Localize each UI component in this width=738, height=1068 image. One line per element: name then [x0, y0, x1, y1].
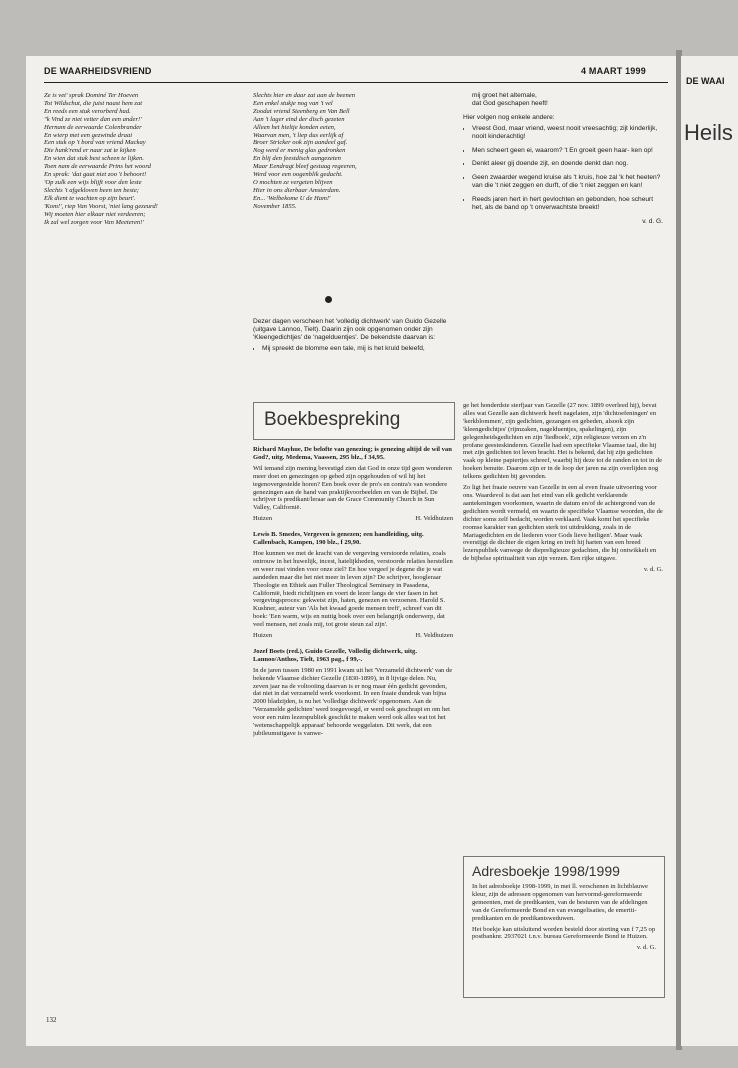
right-page — [681, 56, 738, 1046]
poem-line: Elk dient te wachten op zijn beurt'. — [44, 194, 136, 202]
poem-line: En wierp met een gezwinde draai — [44, 131, 133, 139]
poem-line: "k Vind ze niet vetter dan een ander!' — [44, 115, 142, 123]
poem-line: Die hunk'rend er naar zat te kijken — [44, 147, 136, 155]
right-page-title: Heils — [684, 120, 733, 145]
poem-line: November 1855. — [253, 202, 297, 210]
gezelle-verse: • Geen zwaarder wegend kruise als 't kruis, hoe zal 'k het heeten? van die 't niet zeggen en durft, of die 't niet zeggen en kan! — [472, 174, 663, 190]
poem-line: En... 'Welbekome U de Ham!' — [253, 194, 331, 202]
poem-line: Ik zal wel zorgen voor Van Meeteren!' — [44, 218, 144, 226]
verse-line: dat God geschapen heeft! — [472, 99, 548, 107]
review-signature: v. d. G. — [643, 566, 663, 574]
poem-line: Slechts hier en daar zat aan de beenen — [253, 92, 355, 99]
gezelle-intro — [253, 318, 453, 378]
review-reference: Jozef Boets (red.), Guido Gezelle, Volledig dichtwerk, uitg. Lannoo/Anthos, Tielt, 1963 pag., f 99,-. — [253, 647, 417, 663]
intro-text: Dezer dagen verscheen het 'volledig dichtwerk' van Guido Gezelle (uitgave Lannoo, Tielt). Daarin zijn ook opgenomen onder zijn 'Kleengedichtjes' de 'nagelduentjes'. De bekendste daarvan is: — [253, 318, 447, 341]
adresboekje-signature: v. d. G. — [636, 944, 656, 952]
poem-line: Hernam de eerwaarde Colenbrander — [44, 123, 142, 131]
running-header-date: 4 MAART 1999 — [581, 66, 646, 76]
review-body: Hoe kunnen we met de kracht van de vergeving verstoorde relaties, zoals ontrouw in het huwelijk, incest, hatelijkheden, verstoorde relaties herstellen en weer rust vinden voor onze ziel? En hoe vergeef je degene die je wat aandeden maar die het niet meer in leven zijn? De schrijver, hoogleraar Theologie en Ethiek aan Fuller Theological Seminary in Pasadena, Californië, biedt richtlijnen en voert de lezer langs de vier fasen in het vergevingsproces: gekwetst zijn, haten, genezen en verzoenen. Harold S. Kushner, auteur van 'Als het kwaad goede mensen treft', schreef van dit boek: 'Een warm, wijs en nuttig boek over een belangrijk onderwerp, dat veel mensen, net zoals mij, tot grote steun zal zijn'. — [253, 549, 453, 629]
section-dot — [325, 296, 332, 303]
verses-intro: Hier volgen nog enkele andere: — [463, 113, 555, 121]
adresboekje-box — [463, 856, 665, 998]
gezelle-verse: • Reeds jaren hert in hert gevlochten en gebonden, hoe scheurt het, als de band op 't onverwachtste breekt! — [472, 196, 663, 212]
poem-line: Werd voor een oogenblik gedacht. — [253, 171, 343, 179]
poem-line: Aan 't lager eind der disch gezeten — [253, 115, 345, 123]
review-body: ge het honderdste sterfjaar van Gezelle (27 nov. 1899 overleed hij), bevat alles wat Gezelle aan dichtwerk heeft nagelaten, zijn 'dichtoefeningen' en 'kerkblommen', zijn gedichten, gezangen en gebeden, alsook zijn 'kleengedichtjes' (rijmzaken, nagelduentjes, spakelingen), zijn gelegenheidsgedichten en zijn 'liedboek', zijn religieuze verzen en z'n profane geesteskinderen. Gezelle had een specifieke Vlaamse taal, die hij met zijn gedichten tot leven bracht. Het is bekend, dat hij zijn gedichten vaak op kleine papiertjes schreef, waarbij hij deze tot de randen en tot in de hoeken benutte. Daarom zijn er in de loop der jaren na zijn overlijden nog telkens gedichten bij gevonden. — [463, 402, 663, 481]
page-number: 132 — [46, 1016, 57, 1024]
poem-continuation — [253, 92, 453, 292]
verse-line: mij groet het altemale, — [472, 92, 537, 99]
poem-line: Hier in ons dierbaar Amsterdam. — [253, 186, 341, 194]
poem-column — [44, 92, 239, 1006]
poem-line: Maar Eendragt bleef gestaag regeeren, — [253, 163, 357, 171]
poem-line: Een enkel stukje nog van 't vel — [253, 99, 333, 107]
review-place: Huizen — [253, 632, 273, 640]
poem-line: Wij moeten hier elkaar niet verdeeren; — [44, 210, 146, 218]
gezelle-verse: • Men scheert geen ei, waarom? 't En groeit geen haar- ken op! — [472, 147, 663, 155]
poem-line: En blij den feestdisch aangezeten — [253, 155, 341, 163]
poem-line: Een stuk op 't bord van vriend Mackay — [44, 139, 146, 147]
poem-line: 'Op zulk een wijs blijft voor den leste — [44, 178, 142, 186]
poem-line: Tot Wildschut, die juist naast hem zat — [44, 99, 143, 107]
gezelle-verses — [463, 92, 663, 372]
boekbespreking-header-box — [253, 402, 455, 440]
review-continued — [463, 402, 663, 842]
review-body: Wil iemand zijn mening bevestigd zien dat God in onze tijd geen wonderen meer doet en genezingen op gebed zijn opgehouden of wil hij het tegenovergestelde horen? Een boek over de pro's en contra's van wondere genezingen aan de hand van praktijkvoorbeelden en van de Bijbel. De schrijver is predikant/leraar aan de Grace Community Church in Sun Valley, Californië. — [253, 464, 452, 512]
reviews-column — [253, 446, 453, 1006]
review-author: H. Veldhuizen — [415, 632, 453, 640]
poem-line: Alleen het hieltje konden eeten, — [253, 123, 336, 131]
review-place: Huizen — [253, 515, 273, 523]
poem-line: O mochten ze vergeten blijven — [253, 178, 333, 186]
gezelle-verse: • Mij spreekt de blomme een tale, mij is het kruid beleefd, — [262, 345, 453, 353]
poem-line: En wien dat stuk best scheen te lijken. — [44, 155, 144, 163]
adresboekje-text: In het adresboekje 1998-1999, in mei ll. verschenen in lichtblauwe kleur, zijn de adressen opgenomen van hervormd-gereformeerde gemeenten, met de predikanten, van de besturen van de afdelingen van de Gereformeerde Bond en van evangelisaties, de emeriti-predikanten en de predikantsweduwen. — [472, 883, 648, 922]
review-reference: Lewis B. Smedes, Vergeven is genezen; een handleiding, uitg. Callenbach, Kampen, 190 blz., f 29,90. — [253, 531, 424, 547]
poem-line: Ze is vet' sprak Dominé Ter Hoeven — [44, 92, 139, 99]
header-rule — [44, 82, 668, 83]
verses-signature: v. d. G. — [642, 217, 663, 225]
poem-line: En reeds een stuk verorberd had. — [44, 107, 131, 115]
poem-line: 'Kom!', riep Van Voorst, 'niet lang gezeurd! — [44, 202, 158, 210]
adresboekje-title: Adresboekje 1998/1999 — [472, 863, 620, 879]
review-body: Zo ligt het fraaie oeuvre van Gezelle in een al even fraaie uitvoering voor ons. Waardevol is dat aan het eind van elk gedicht verklarende aantekeningen voorkomen, waarin de datum en/of de achtergrond van de gedichten wordt vermeld, en waarin de specifieke Vlaamse woorden, die de dichter soms zelf bedacht, worden verklaard. Vaak komt het specifieke roomse karakter van gedichten sterk tot uitdrukking, zoals in de Mariagedichten en de liederen voor Gods lieve heiligen'. Maar vaak overstijgt de dichter de eigen kring en treft hij harten van een breed lezerspubliek vanwege de diepreligieuze gedachten, die hij ontwikkelt en de bijbelse spiritualiteit van zijn verzen. Een rijke uitgave. — [463, 484, 663, 563]
adresboekje-text: Het boekje kan uitsluitend worden besteld door storting van f 7,25 op postbanknr. 2937021 t.n.v. bureau Gereformeerde Bond te Huizen. — [472, 925, 656, 941]
poem-line: Slechts 't afgekloven been ten beste; — [44, 186, 139, 194]
review-author: H. Veldhuizen — [415, 515, 453, 523]
boekbespreking-title: Boekbespreking — [264, 409, 401, 430]
gezelle-verse: • Vreest God, maar vriend, weest nooit vreesachtig; zijt kinderlijk, nooit kinderachtig! — [472, 125, 663, 141]
poem-line: En sprak: 'dat gaat niet zoo 't behoort! — [44, 171, 147, 179]
review-reference: Richard Mayhue, De belofte van genezing; is genezing altijd de wil van God?, uitg. Medema, Vaassen, 295 blz., f 34,95. — [253, 446, 452, 461]
poem-line: Waarvan men, 't liep dus eerlijk af — [253, 131, 344, 139]
right-page-header: DE WAAI — [686, 76, 725, 86]
review-body: In de jaren tussen 1980 en 1991 kwam uit het 'Verzameld dichtwerk' van de bekende Vlaamse dichter Gezelle (1830-1899), in 8 lijvige delen. Nu, zeven jaar na de voltooiing daarvan is er nog maar één gedicht gevonden, dat niet in dat verzameld werk voorkomt. In een fraaie dundruk van bijna 2000 bladzijden, is nu het 'volledige dichtwerk' opgenomen. Aan de 'Verzamelde gedichten' werd toegevoegd, er werd ook geschrapt en om het voor een ruim lezerspubliek geschikt te maken werd ook alles wat tot het 'wetenschappelijk apparaat' behoorde weggelaten. Dit werk, dat een jubileumuitgave is vanwe- — [253, 666, 453, 737]
gezelle-verse: • Denkt aleer gij doende zijt, en doende denkt dan nog. — [472, 160, 663, 168]
poem-line: Zoodat vriend Steenberg en Van Bell — [253, 107, 350, 115]
poem-line: Broer Stricker ook zijn aandeel gaf. — [253, 139, 348, 147]
poem-line: Toen nam de eerwaarde Prins het woord — [44, 163, 151, 171]
running-header-left: DE WAARHEIDSVRIEND — [44, 66, 152, 76]
poem-line: Nog werd er menig glas gedronken — [253, 147, 346, 155]
